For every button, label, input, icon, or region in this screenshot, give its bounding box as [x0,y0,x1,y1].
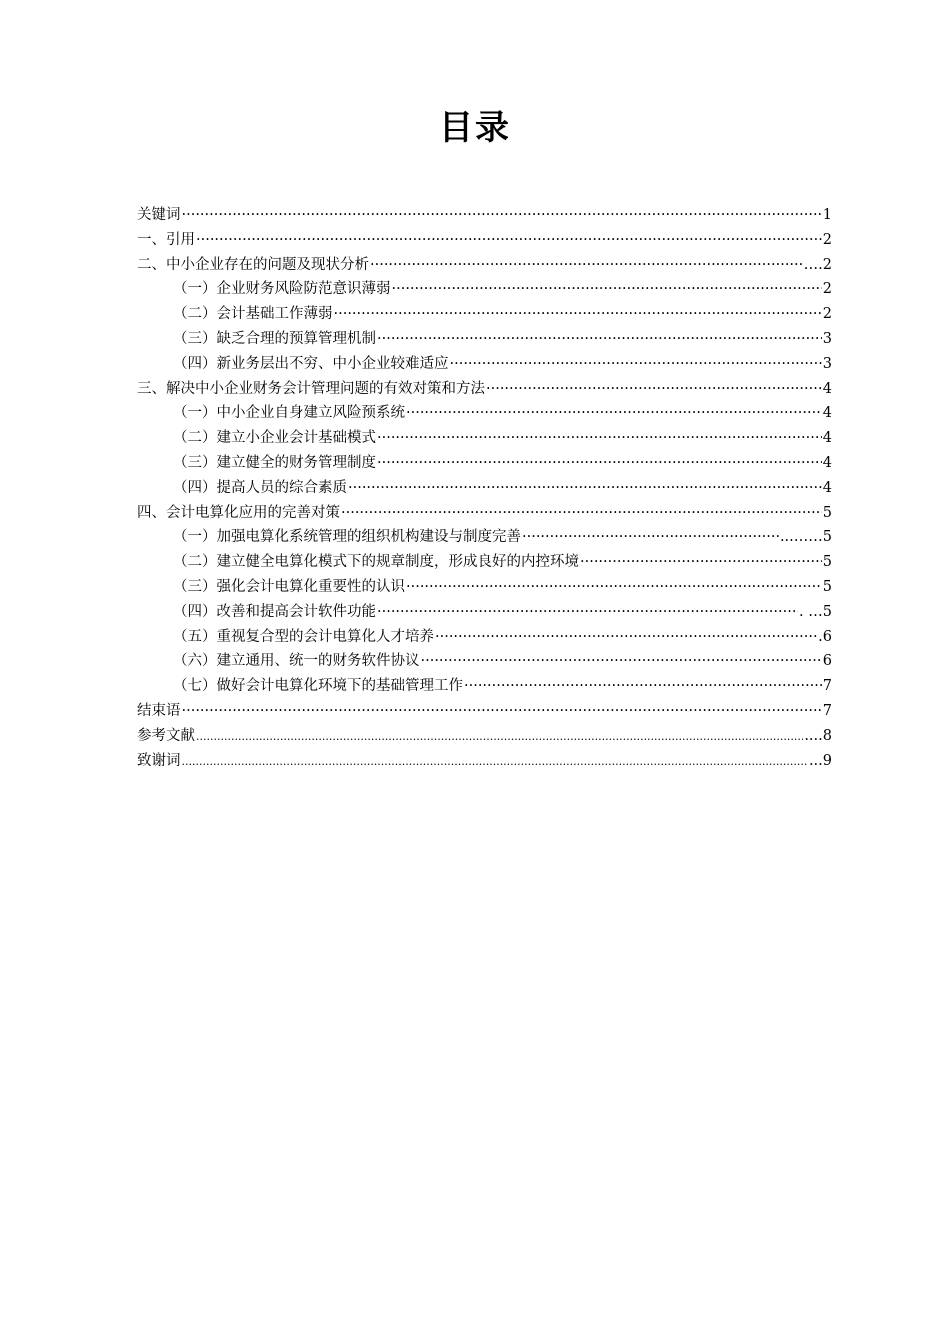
toc-dot-leader [182,749,808,774]
toc-entry[interactable] [137,327,832,352]
toc-dot-leader [580,550,822,575]
toc-entry-label: （五）重视复合型的会计电算化人才培养 [173,628,434,645]
toc-entry-label: （一）加强电算化系统管理的组织机构建设与制度完善 [173,529,521,546]
toc-entry[interactable] [137,575,832,600]
toc-entry-label: 关键词 [137,207,181,223]
toc-page-number: 6 [822,653,832,670]
toc-entry-label: （七）做好会计电算化环境下的基础管理工作 [173,678,463,695]
toc-entry-label: （二）建立小企业会计基础模式 [173,430,376,447]
toc-page-number: 3 [822,355,832,372]
toc-page-number: 1 [822,207,832,223]
toc-entry-label: （四）提高人员的综合素质 [173,479,347,496]
toc-page-number: ...9 [808,752,832,769]
toc-page-number: ….2 [803,256,832,273]
toc-dot-leader [392,277,822,302]
toc-page-number: . …5 [799,603,832,620]
toc-dot-leader [377,451,822,476]
table-of-contents [137,203,832,773]
toc-dot-leader [370,253,803,278]
toc-page-number: .6 [818,628,832,645]
toc-entry[interactable] [137,600,832,625]
toc-entry[interactable] [137,525,832,550]
toc-entry[interactable] [137,426,832,451]
toc-dot-leader [196,228,822,253]
toc-entry-label: 结束语 [137,702,181,719]
toc-dot-leader [377,327,822,352]
toc-entry[interactable] [137,277,832,302]
toc-entry-label: （二）建立健全电算化模式下的规章制度，形成良好的内控环境 [173,554,579,571]
toc-entry[interactable] [137,699,832,724]
toc-page-number: 5 [822,504,832,521]
toc-entry-label: （三）强化会计电算化重要性的认识 [173,578,405,595]
toc-entry-label: 三、解决中小企业财务会计管理问题的有效对策和方法 [137,380,485,397]
toc-page-number: ....8 [804,727,832,744]
toc-page-number: 4 [822,405,832,422]
toc-dot-leader [406,575,822,600]
toc-entry[interactable] [137,352,832,377]
toc-entry-label: 一、引用 [137,231,195,248]
toc-entry-label: （四）新业务层出不穷、中小企业较难适应 [173,355,449,372]
toc-dot-leader [435,625,817,650]
toc-entry-label: 参考文献 [137,727,195,744]
toc-entry[interactable] [137,501,832,526]
toc-dot-leader [182,699,822,724]
toc-dot-leader [377,600,798,625]
toc-dot-leader [464,674,822,699]
toc-entry[interactable] [137,401,832,426]
toc-dot-leader [450,352,822,377]
toc-dot-leader [334,302,822,327]
toc-page-number: 4 [822,430,832,447]
toc-page-number: 5 [822,554,832,571]
toc-entry-label: 致谢词 [137,752,181,769]
toc-entry[interactable] [137,451,832,476]
toc-page-number: 5 [822,578,832,595]
toc-page-number: 2 [822,281,832,298]
toc-page-number: ...……5 [779,529,832,546]
toc-entry[interactable] [137,253,832,278]
toc-page-number: 7 [822,678,832,695]
toc-entry[interactable] [137,724,832,749]
toc-entry-label: （一）企业财务风险防范意识薄弱 [173,281,391,298]
toc-entry-label: （二）会计基础工作薄弱 [173,306,333,323]
toc-entry-label: （三）缺乏合理的预算管理机制 [173,330,376,347]
toc-dot-leader [377,426,822,451]
toc-page-number: 2 [822,306,832,323]
toc-page-number: 7 [822,702,832,719]
page-title: 目录 [439,108,511,148]
toc-entry[interactable] [137,749,832,774]
toc-entry[interactable] [137,302,832,327]
toc-entry[interactable] [137,476,832,501]
toc-entry-label: 四、会计电算化应用的完善对策 [137,504,340,521]
toc-entry-label: （三）建立健全的财务管理制度 [173,454,376,471]
toc-entry-label: （六）建立通用、统一的财务软件协议 [173,653,420,670]
toc-page-number: 3 [822,330,832,347]
toc-page-number: 2 [822,231,832,248]
toc-entry-label: 二、中小企业存在的问题及现状分析 [137,256,369,273]
toc-page-number: 4 [822,479,832,496]
toc-entry-label: （四）改善和提高会计软件功能 [173,603,376,620]
toc-entry[interactable] [137,228,832,253]
toc-entry[interactable] [137,649,832,674]
toc-dot-leader [182,203,822,228]
toc-entry[interactable] [137,203,832,228]
toc-entry[interactable] [137,625,832,650]
toc-dot-leader [486,377,822,402]
toc-page-number: 4 [822,454,832,471]
toc-entry[interactable] [137,674,832,699]
toc-dot-leader [406,401,822,426]
toc-dot-leader [522,525,779,550]
toc-page-number: 4 [822,380,832,397]
toc-dot-leader [196,724,803,749]
toc-entry-label: （一）中小企业自身建立风险预系统 [173,405,405,422]
toc-dot-leader [421,649,822,674]
toc-entry[interactable] [137,377,832,402]
toc-dot-leader [341,501,822,526]
toc-dot-leader [348,476,822,501]
toc-entry[interactable] [137,550,832,575]
